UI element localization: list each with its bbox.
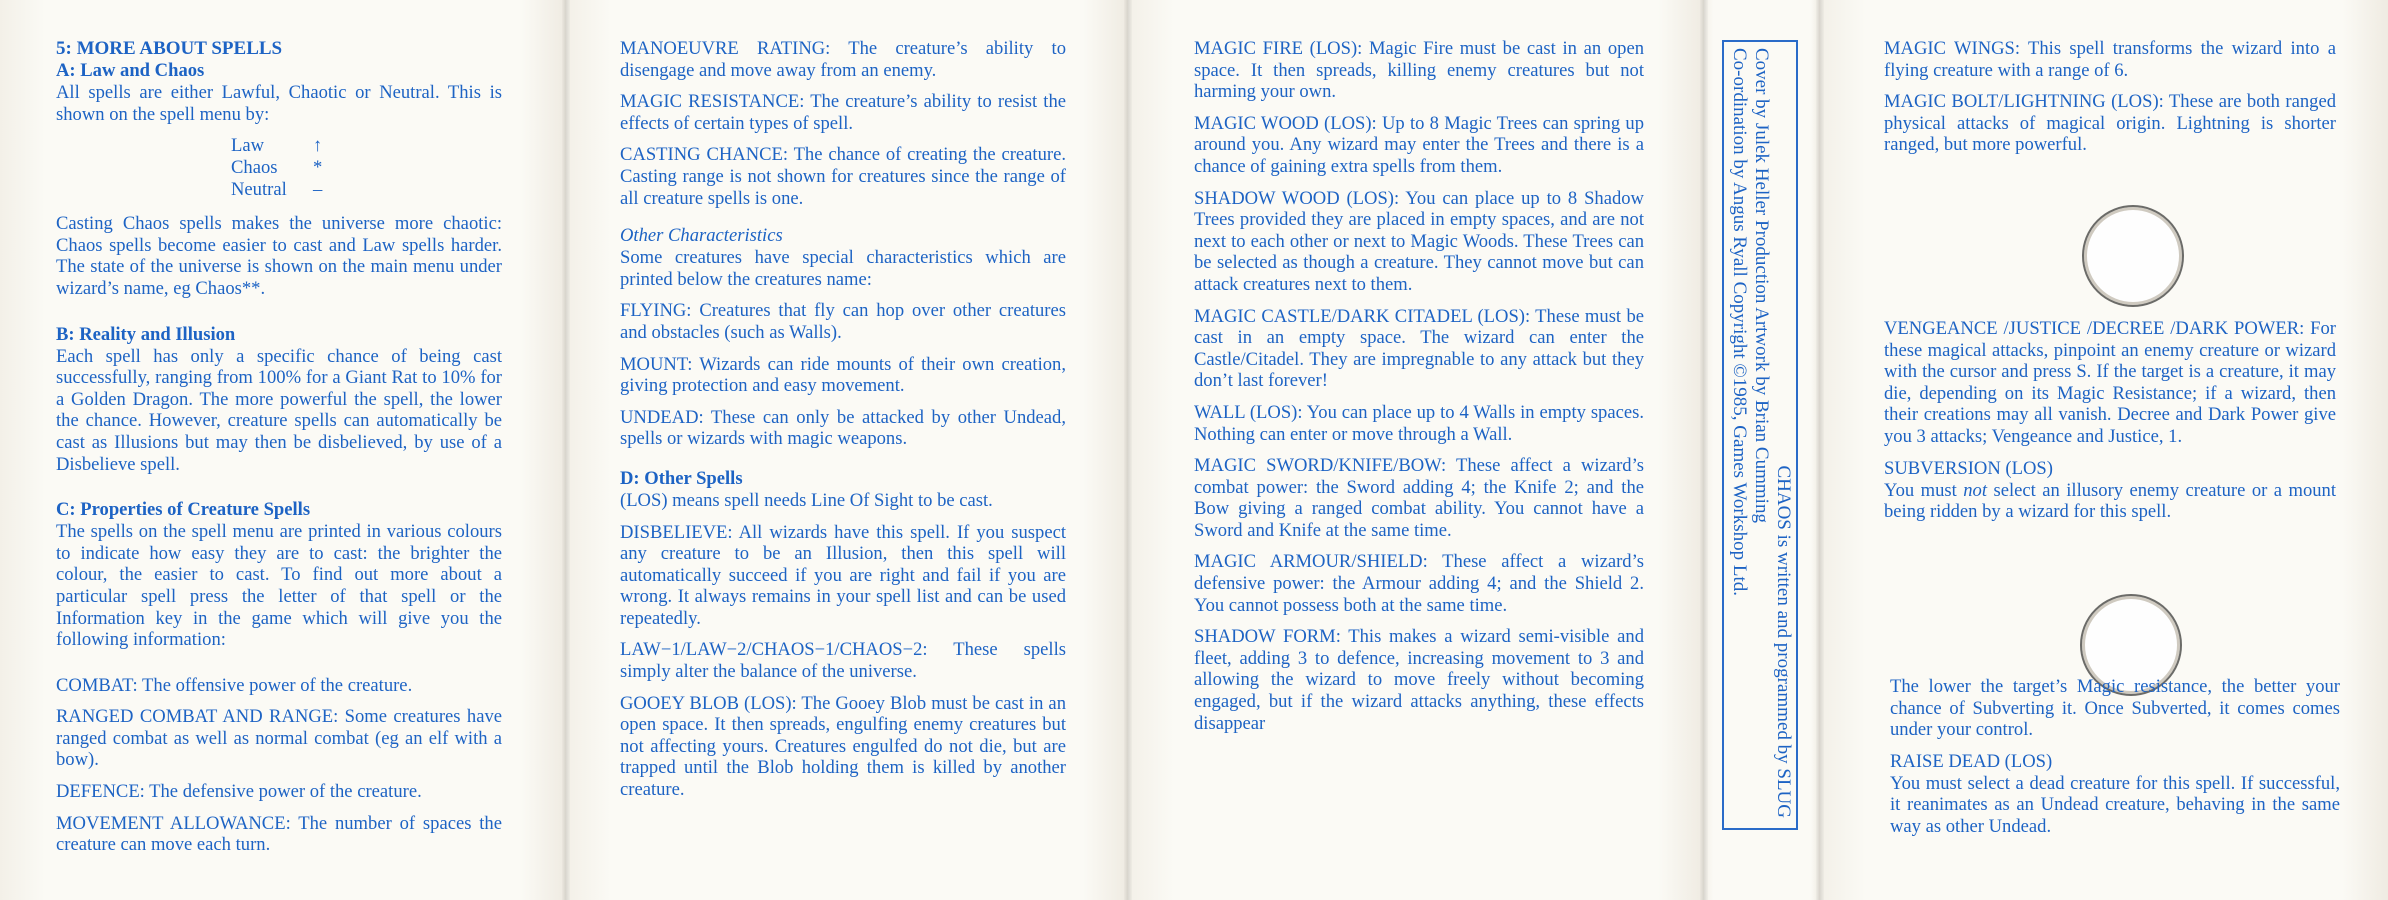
column-5-top bbox=[1884, 38, 2336, 166]
fold-line bbox=[1700, 0, 1708, 900]
entry-shadow-wood: SHADOW WOOD (LOS): You can place up to 8 Shadow Trees provided they are placed in empty spaces, and are not next to each other or next to Magic Woods. These Trees can be selected as though a creature. They cannot move but can attack creatures next to them. bbox=[1194, 187, 1644, 295]
column-1 bbox=[56, 38, 502, 866]
subheading-law-chaos: A: Law and Chaos bbox=[56, 60, 205, 81]
fold-line bbox=[1816, 0, 1824, 900]
column-5-bottom bbox=[1890, 676, 2340, 848]
fold-line bbox=[1124, 0, 1132, 900]
neutral-dash-icon: – bbox=[313, 179, 323, 201]
entry-casting-chance: CASTING CHANCE: The chance of creating the creature. Casting range is not shown for creatures since the range of all creature spells is one. bbox=[620, 144, 1066, 209]
paragraph: Each spell has only a specific chance of being cast successfully, ranging from 100% for a Giant Rat to 10% for a Golden Dragon. The more powerful the spell, the lower the chance. However, creature spells can automatically be cast as Illusions but may then be disbelieved, by use of a Disbelieve spell. bbox=[56, 345, 502, 475]
fold-line bbox=[562, 0, 570, 900]
subheading-creature-properties: C: Properties of Creature Spells bbox=[56, 499, 311, 521]
entry-magic-wood: MAGIC WOOD (LOS): Up to 8 Magic Trees can spring up around you. Any wizard may enter the Trees and there is a chance of gaining extra spells from them. bbox=[1194, 112, 1644, 177]
entry-magic-wings: MAGIC WINGS: This spell transforms the wizard into a flying creature with a range of 6. bbox=[1884, 38, 2336, 81]
chaos-star-icon: * bbox=[313, 157, 323, 179]
credits-line: CHAOS is written and programmed by SLUG bbox=[1773, 465, 1794, 818]
entry-law-chaos: LAW−1/LAW−2/CHAOS−1/CHAOS−2: These spells simply alter the balance of the universe. bbox=[620, 639, 1066, 683]
legend-row: Neutral – bbox=[231, 179, 502, 201]
paragraph: Casting Chaos spells makes the universe more chaotic: Chaos spells become easier to cast and Law spells harder. The state of the universe is shown on the main menu under wizard’s name, eg Chaos**. bbox=[56, 213, 502, 299]
entry-magic-sword: MAGIC SWORD/KNIFE/BOW: These affect a wizard’s combat power: the Sword adding 4; the Knife 2; and the Bow giving a ranged combat ability. You cannot have a Sword and Knife at the same time. bbox=[1194, 455, 1644, 541]
entry-magic-armour: MAGIC ARMOUR/SHIELD: These affect a wizard’s defensive power: the Armour adding 4; and the Shield 2. You cannot possess both at the same time. bbox=[1194, 551, 1644, 616]
paragraph: The spells on the spell menu are printed in various colours to indicate how easy they are to cast: the brighter the colour, the easier to cast. To find out more about a particular spell press the letter of that spell or the Information key in the game which will give you the following information: bbox=[56, 521, 502, 651]
law-arrow-icon: ↑ bbox=[313, 135, 323, 157]
entry-disbelieve: DISBELIEVE: All wizards have this spell. If you suspect any creature to be an Illusion, then this spell will automatically succeed if you are right and fail if you are wrong. It always remains in your spell list and can be used repeatedly. bbox=[620, 521, 1066, 629]
entry-magic-resistance: MAGIC RESISTANCE: The creature’s ability to resist the effects of certain types of spell. bbox=[620, 91, 1066, 134]
legend-row: Chaos * bbox=[231, 157, 502, 179]
section-title: 5: MORE ABOUT SPELLS bbox=[56, 38, 283, 59]
entry-magic-fire: MAGIC FIRE (LOS): Magic Fire must be cast in an open space. It then spreads, killing enemy creatures but not harming your own. bbox=[1194, 38, 1644, 103]
entry-magic-castle: MAGIC CASTLE/DARK CITADEL (LOS): These must be cast in an empty space. The wizard can enter the Castle/Citadel. They are impregnable to any attack but they don’t last forever! bbox=[1194, 305, 1644, 392]
entry-ranged: RANGED COMBAT AND RANGE: Some creatures have ranged combat as well as normal combat (eg an elf with a bow). bbox=[56, 706, 502, 771]
credits-line: Cover by Julek Heller Production Artwork by Brian Cumming bbox=[1751, 48, 1772, 523]
entry-shadow-form: SHADOW FORM: This makes a wizard semi-visible and fleet, adding 3 to defence, increasing movement to 3 and allowing the wizard to move freely without becoming engaged, but if the wizard attacks anything, these effects disappear bbox=[1194, 626, 1644, 734]
column-5-middle bbox=[1884, 318, 2336, 533]
credits-text bbox=[1728, 48, 1794, 818]
entry-undead: UNDEAD: These can only be attacked by other Undead, spells or wizards with magic weapons. bbox=[620, 406, 1066, 450]
entry-combat: COMBAT: The offensive power of the creature. bbox=[56, 674, 413, 696]
entry-raise-dead-title: RAISE DEAD (LOS) bbox=[1890, 750, 2053, 772]
subheading-reality-illusion: B: Reality and Illusion bbox=[56, 323, 236, 345]
credits-box bbox=[1722, 40, 1798, 830]
los-note: (LOS) means spell needs Line Of Sight to be cast. bbox=[620, 489, 993, 511]
column-2 bbox=[620, 38, 1066, 811]
entry-gooey-blob: GOOEY BLOB (LOS): The Gooey Blob must be cast in an open space. It then spreads, engulfing enemy creatures but not affecting yours. Creatures engulfed do not die, but are trapped until the Blob holding them is killed by another creature. bbox=[620, 692, 1066, 801]
entry-vengeance: VENGEANCE /JUSTICE /DECREE /DARK POWER: For these magical attacks, pinpoint an enemy creature or wizard with the cursor and press S. If the target is a creature, it may die, depending on its Magic Resistance; if a wizard, then their creations may all vanish. Decree and Dark Power give you 3 attacks; Vengeance and Justice, 1. bbox=[1884, 318, 2336, 447]
entry-wall: WALL (LOS): You can place up to 4 Walls in empty spaces. Nothing can enter or move through a Wall. bbox=[1194, 401, 1644, 445]
alignment-legend bbox=[231, 135, 502, 201]
entry-defence: DEFENCE: The defensive power of the creature. bbox=[56, 781, 422, 803]
entry-subversion-title: SUBVERSION (LOS) bbox=[1884, 457, 2053, 479]
paragraph: All spells are either Lawful, Chaotic or Neutral. This is shown on the spell menu by: bbox=[56, 82, 502, 125]
subheading-other-spells: D: Other Spells bbox=[620, 467, 743, 489]
paragraph: Some creatures have special characteristics which are printed below the creatures name: bbox=[620, 247, 1066, 290]
entry-raise-dead: You must select a dead creature for this spell. If successful, it reanimates as an Undead creature, behaving in the same way as other Undead. bbox=[1890, 772, 2340, 837]
entry-movement: MOVEMENT ALLOWANCE: The number of spaces the creature can move each turn. bbox=[56, 812, 502, 856]
legend-row: Law ↑ bbox=[231, 135, 502, 157]
punch-hole bbox=[2082, 205, 2184, 307]
entry-manoeuvre: MANOEUVRE RATING: The creature’s ability to disengage and move away from an enemy. bbox=[620, 38, 1066, 81]
entry-subversion: You must not select an illusory enemy creature or a mount being ridden by a wizard for this spell. bbox=[1884, 479, 2336, 523]
column-3 bbox=[1194, 38, 1644, 744]
credits-line: Co-ordination by Angus Ryall Copyright ©1985, Games Workshop Ltd. bbox=[1729, 48, 1750, 596]
entry-mount: MOUNT: Wizards can ride mounts of their own creation, giving protection and easy movement. bbox=[620, 353, 1066, 397]
subheading-other-characteristics: Other Characteristics bbox=[620, 225, 783, 247]
entry-magic-bolt: MAGIC BOLT/LIGHTNING (LOS): These are both ranged physical attacks of magical origin. Lightning is shorter ranged, but more powerful. bbox=[1884, 91, 2336, 156]
entry-subversion-detail: The lower the target’s Magic resistance, the better your chance of Subverting it. Once Subverted, it comes comes under your control. bbox=[1890, 676, 2340, 741]
entry-flying: FLYING: Creatures that fly can hop over other creatures and obstacles (such as Walls). bbox=[620, 300, 1066, 343]
